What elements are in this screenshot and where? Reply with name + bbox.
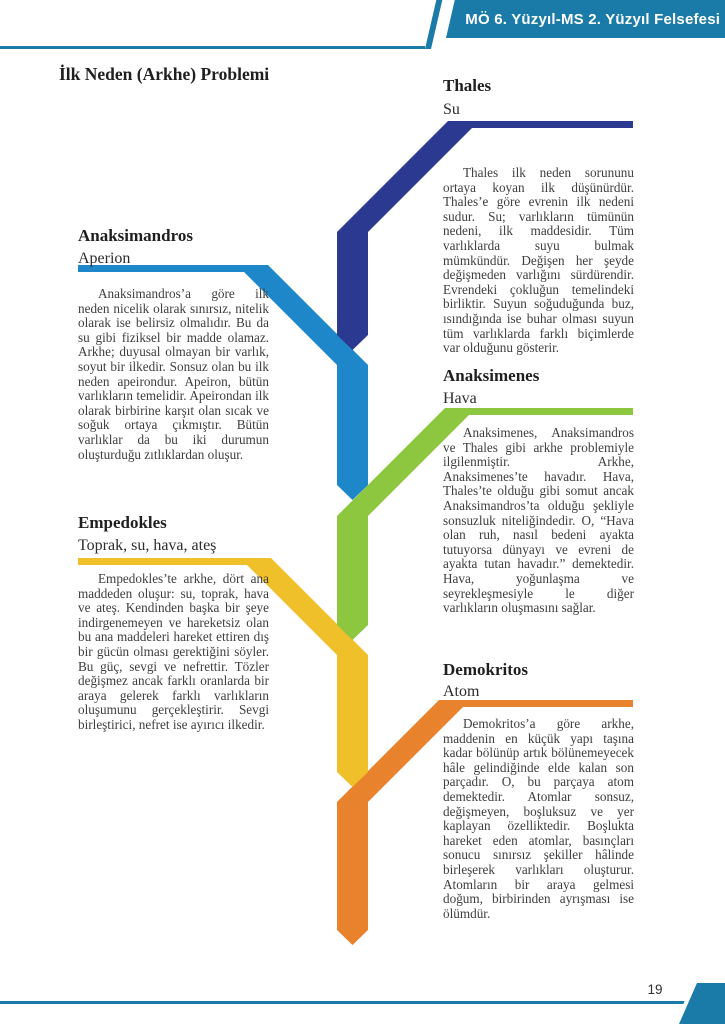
philosopher-text: Anaksimenes, Anaksimandros ve Thales gibi arkhe problemiyle ilgilenmiştir. Arkhe, Anaksimenes’te havadır. Hava, Thales’te olduğu gibi somut ancak Anaksimandros’ta olduğu şekliyle sonsuzluk niteliğindedir. O, “Hava olan ruh, nasıl bedeni ayakta tutuyorsa dünyayı ve evreni de ayakta tutan havadır.” demektedir. Hava, yoğunlaşma ve seyrekleşmesiyle le diğer varlıkların oluşmasını sağlar. bbox=[443, 425, 634, 616]
chapter-banner-title: MÖ 6. Yüzyıl-MS 2. Yüzyıl Felsefesi bbox=[465, 10, 721, 28]
arkhe-label: Hava bbox=[443, 390, 477, 407]
arkhe-label: Atom bbox=[443, 683, 480, 700]
philosopher-text: Anaksimandros’a göre ilk neden nicelik olarak sınırsız, nitelik olarak ise belirsiz olmalıdır. Bu da su gibi fiziksel bir madde olamaz. Arkhe; duyusal olmayan bir varlık, soyut bir ilkedir. Sonsuz olan bu ilk neden apeirondur. Apeiron, bütün varlıkların temelidir. Apeirondan ilk olarak birbirine karşıt olan sıcak ve soğuk ortaya çıkmıştır. Bütün varlıklar da bu iki durumun oluşturduğu zıtlıklardan oluşur. bbox=[78, 286, 269, 462]
section-anaksimandros bbox=[78, 226, 269, 462]
philosopher-name: Demokritos bbox=[443, 660, 528, 679]
page-number: 19 bbox=[647, 982, 663, 997]
philosopher-text: Demokritos’a göre arkhe, maddenin en küçük yapı taşına kadar bölünüp artık bölünemeyecek hâle gelindiğinde elde kalan son parçadır. O, bu parçaya atom demektedir. Atomlar sonsuz, değişmeyen, boşluksuz ve yer kaplayan özelliktedir. Boşlukta hareket eden atomlar, basınçları sonucu sınırsız şekiller hâlinde birleşerek varlıkları oluşturur. Atomların bir araya gelmesi doğum, birbirinden ayrışması ise ölümdür. bbox=[443, 716, 634, 921]
philosopher-name: Anaksimenes bbox=[443, 366, 540, 385]
page-title: İlk Neden (Arkhe) Problemi bbox=[59, 64, 270, 84]
arkhe-label: Toprak, su, hava, ateş bbox=[78, 537, 217, 554]
arkhe-label: Su bbox=[443, 101, 460, 118]
section-empedokles bbox=[78, 513, 269, 733]
arkhe-label: Aperion bbox=[78, 250, 131, 267]
section-demokritos bbox=[443, 660, 634, 921]
section-anaksimenes bbox=[443, 366, 634, 616]
philosopher-text: Thales ilk neden sorununu ortaya koyan ilk düşünürdür. Thales’e göre evrenin ilk nedeni sudur. Su; varlıkların tümünün nedeni, ilk maddesidir. Tüm varlıklarda suyu bulmak mümkündür. Değişen her şeyde değişmeden varlığını sürdürendir. Evrendeki çokluğun temelindeki birliktir. Suyun soğuduğunda buz, ısındığında ise buhar olması suyun tüm varlıklarda farklı biçimlerde var olduğunu gösterir. bbox=[443, 165, 634, 356]
section-thales bbox=[443, 76, 634, 356]
philosopher-name: Empedokles bbox=[78, 513, 167, 532]
philosopher-text: Empedokles’te arkhe, dört ana maddeden oluşur: su, toprak, hava ve ateş. Kendinden başka bir şeye indirgenemeyen ve hareketsiz olan bu ana maddeleri hareket ettiren dış bir gücün olması gerektiğini söyler. Bu güç, sevgi ve nefrettir. Tözler değişmez ancak farklı oranlarda bir araya gelerek farklı varlıkların oluşumunu gerçekleştirir. Sevgi birleştirici, nefret ise ayırıcı ilkedir. bbox=[78, 571, 269, 732]
philosopher-name: Thales bbox=[443, 76, 492, 95]
philosopher-name: Anaksimandros bbox=[78, 226, 193, 245]
footer-rule-line bbox=[0, 1001, 725, 1004]
